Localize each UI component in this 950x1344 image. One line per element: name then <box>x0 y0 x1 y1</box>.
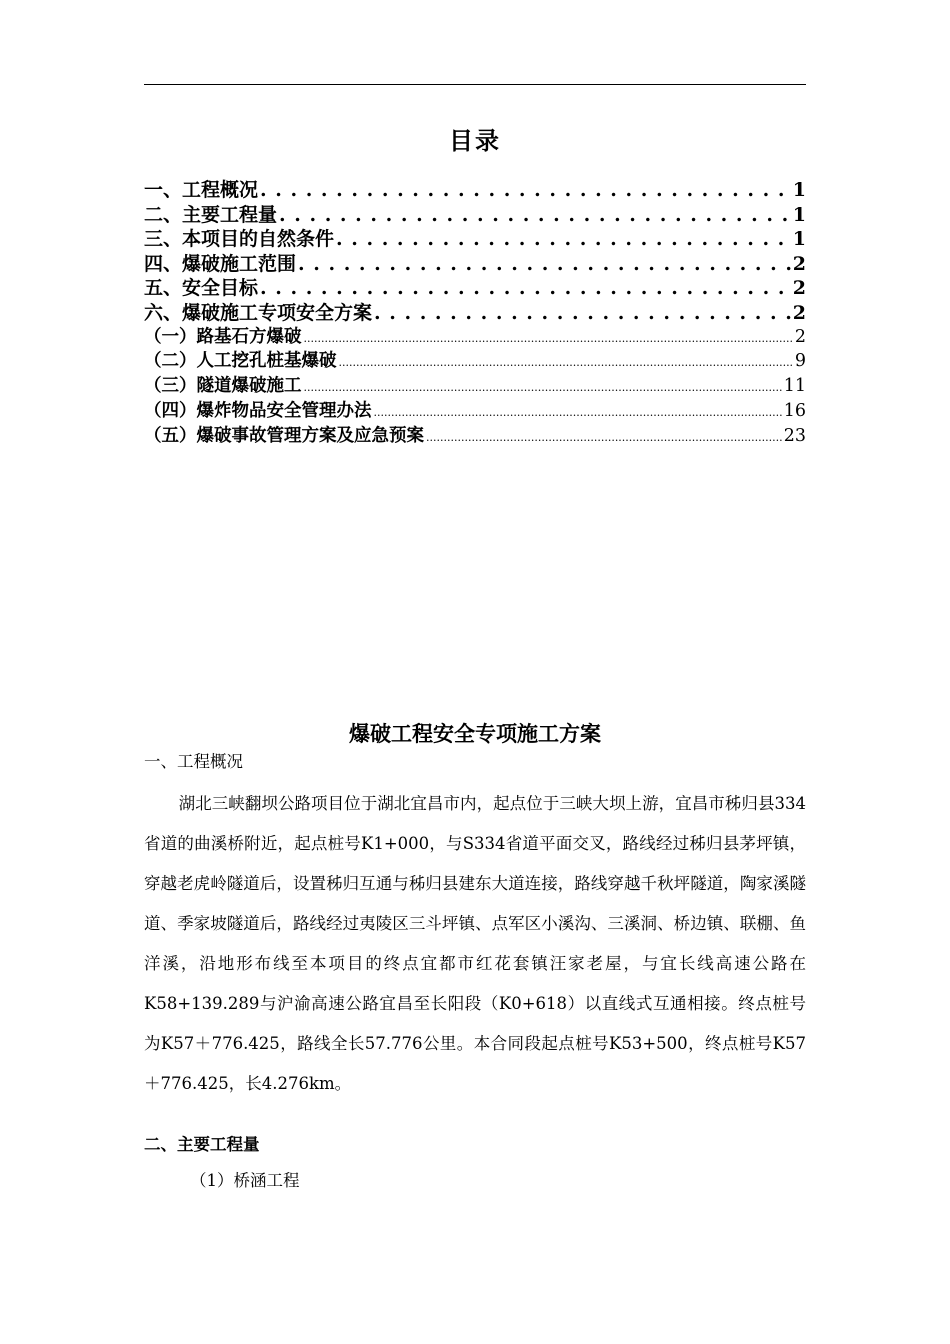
toc-leader-dots <box>260 179 791 200</box>
toc-entry-text: （三）隧道爆破施工 <box>144 376 302 397</box>
toc-entry[interactable] <box>144 175 806 200</box>
toc-title: 目录 <box>449 126 501 155</box>
toc-entry-text: （二）人工挖孔桩基爆破 <box>144 351 337 372</box>
section-body-overview: 湖北三峡翻坝公路项目位于湖北宜昌市内，起点位于三峡大坝上游，宜昌市秭归县334省道的曲溪桥附近，起点桩号K1+000，与S334省道平面交叉，路线经过秭归县茅坪镇，穿越老虎岭隧道后，设置秭归互通与秭归县建东大道连接，路线穿越千秋坪隧道，陶家溪隧道、季家坡隧道后，路线经过夷陵区三斗坪镇、点军区小溪沟、三溪洞、桥边镇、联棚、鱼洋溪，沿地形布线至本项目的终点宜都市红花套镇汪家老屋，与宜长线高速公路在K58+139.289与沪渝高速公路宜昌至长阳段（K0+618）以直线式互通相接。终点桩号为K57＋776.425，路线全长57.776公里。本合同段起点桩号K53+500，终点桩号K57＋776.425，长4.276km。 <box>144 794 806 1093</box>
toc-leader-dots <box>339 356 793 369</box>
toc-entry-page: 23 <box>783 425 806 446</box>
toc-leader-dots <box>304 332 793 345</box>
toc-leader-dots <box>374 302 791 323</box>
toc-entry-page: 1 <box>792 179 806 200</box>
toc-entry-page: 2 <box>792 252 806 274</box>
toc-entry-text: 六、爆破施工专项安全方案 <box>144 301 373 323</box>
toc-entry[interactable] <box>144 200 806 225</box>
toc-entry-page: 9 <box>794 351 806 372</box>
toc-entry[interactable] <box>144 224 806 249</box>
toc-leader-dots <box>298 253 791 274</box>
toc-subentry[interactable] <box>144 323 806 348</box>
toc-entry-page: 2 <box>792 277 806 298</box>
table-of-contents <box>144 175 806 447</box>
toc-leader-dots <box>279 204 791 225</box>
toc-entry[interactable] <box>144 249 806 274</box>
toc-leader-dots <box>304 381 782 394</box>
toc-subentry[interactable] <box>144 422 806 447</box>
header-rule <box>144 84 806 85</box>
toc-leader-dots <box>336 228 791 249</box>
toc-entry-page: 16 <box>783 400 806 421</box>
section-heading-overview: 一、工程概况 <box>144 752 243 771</box>
toc-entry-text: （五）爆破事故管理方案及应急预案 <box>144 425 424 446</box>
toc-subentry[interactable] <box>144 347 806 372</box>
toc-leader-dots <box>260 277 791 298</box>
document-title: 爆破工程安全专项施工方案 <box>349 721 601 746</box>
toc-leader-dots <box>426 431 782 444</box>
toc-entry-page: 2 <box>792 301 806 323</box>
toc-subentry[interactable] <box>144 397 806 422</box>
toc-entry-text: 四、爆破施工范围 <box>144 252 297 274</box>
toc-entry-text: （四）爆炸物品安全管理办法 <box>144 400 372 421</box>
toc-entry-page: 2 <box>794 326 806 347</box>
toc-entry[interactable] <box>144 273 806 298</box>
toc-entry-text: （一）路基石方爆破 <box>144 326 302 347</box>
toc-entry-page: 1 <box>792 228 806 249</box>
toc-entry-text: 二、主要工程量 <box>144 203 278 225</box>
toc-entry[interactable] <box>144 298 806 323</box>
toc-subentry[interactable] <box>144 372 806 397</box>
subsection-bridges-culverts: （1）桥涵工程 <box>190 1171 300 1190</box>
toc-entry-text: 一、工程概况 <box>144 179 259 200</box>
toc-leader-dots <box>374 406 782 419</box>
toc-entry-text: 五、安全目标 <box>144 277 259 298</box>
toc-entry-page: 11 <box>783 376 806 397</box>
section-heading-quantities: 二、主要工程量 <box>144 1135 260 1154</box>
toc-entry-page: 1 <box>792 203 806 225</box>
toc-entry-text: 三、本项目的自然条件 <box>144 228 335 249</box>
